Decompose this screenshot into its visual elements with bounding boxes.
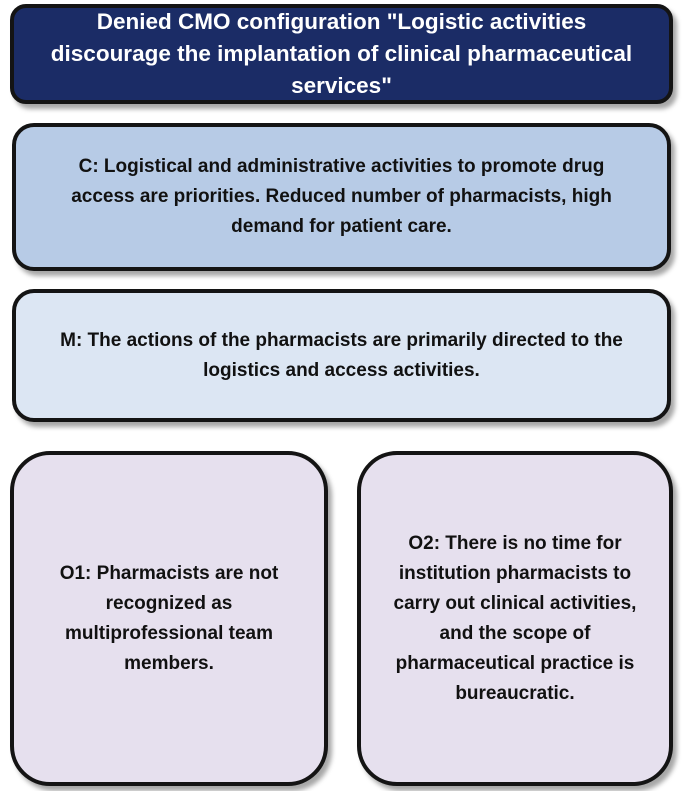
outcome-1-box <box>10 451 328 786</box>
title-box <box>10 4 673 104</box>
context-box <box>12 123 671 271</box>
mechanism-text: M: The actions of the pharmacists are primarily directed to the logistics and access activities. <box>60 329 623 381</box>
title-text: Denied CMO configuration "Logistic activities discourage the implantation of clinical pharmaceutical services" <box>50 9 633 98</box>
outcome-2-text: O2: There is no time for institution pharmacists to carry out clinical activities, and the scope of pharmaceutical practice is bureaucratic. <box>393 532 637 704</box>
context-text: C: Logistical and administrative activities to promote drug access are priorities. Reduced number of pharmacists, high demand for patient care. <box>71 156 612 237</box>
outcome-2-box <box>357 451 673 786</box>
mechanism-box <box>12 289 671 422</box>
outcome-1-text: O1: Pharmacists are not recognized as multiprofessional team members. <box>59 562 279 674</box>
